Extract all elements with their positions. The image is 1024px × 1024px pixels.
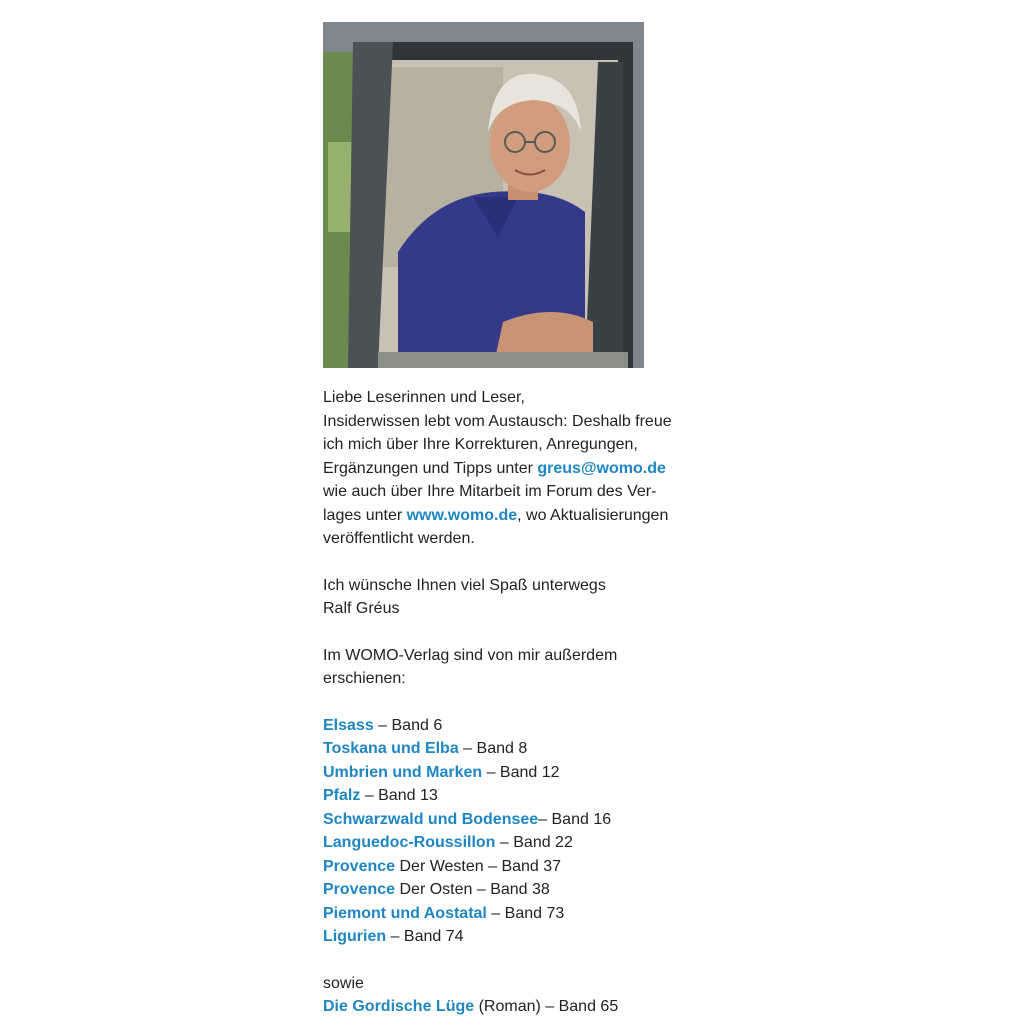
book-band: – Band 73	[486, 904, 565, 922]
publisher-intro: Im WOMO-Verlag sind von mir außerdem	[323, 646, 618, 664]
book-band: – Band 74	[386, 928, 464, 945]
book-title[interactable]: Toskana und Elba	[323, 740, 459, 757]
book-band: – Band 12	[482, 763, 560, 781]
letter-line: wie auch über Ihre Mitarbeit im Forum des Ver-	[323, 483, 657, 500]
letter-line: ich mich über Ihre Korrekturen, Anregungen,	[323, 436, 638, 453]
book-title[interactable]: Pfalz	[323, 787, 361, 804]
book-title[interactable]: Elsass	[323, 716, 374, 734]
letter-text: Ergänzungen und Tipps unter	[323, 459, 538, 477]
book-band: – Band 13	[360, 787, 438, 804]
book-item	[323, 808, 703, 832]
book-item	[323, 995, 703, 1019]
book-title[interactable]: Provence	[323, 881, 396, 898]
letter-line: Insiderwissen lebt vom Austausch: Deshalb freue	[323, 412, 672, 430]
book-band: – Band 6	[373, 716, 443, 734]
book-title[interactable]: Provence	[323, 857, 396, 875]
book-item	[323, 714, 703, 738]
publisher-intro: erschienen:	[323, 670, 406, 687]
book-band: – Band 16	[538, 810, 612, 828]
closing-wish: Ich wünsche Ihnen viel Spaß unterwegs	[323, 576, 606, 594]
letter-line	[323, 457, 703, 481]
book-item	[323, 902, 703, 926]
book-item	[323, 784, 703, 808]
book-item	[323, 925, 703, 949]
book-title[interactable]: Die Gordische Lüge	[323, 998, 475, 1015]
letter-text: , wo Aktualisierungen	[517, 506, 669, 524]
book-band: – Band 8	[458, 740, 528, 757]
text-column	[323, 386, 703, 1019]
book-band: Der Westen – Band 37	[395, 857, 562, 875]
book-item	[323, 761, 703, 785]
book-band: – Band 22	[495, 834, 573, 851]
book-title[interactable]: Umbrien und Marken	[323, 763, 483, 781]
book-band: Der Osten – Band 38	[395, 881, 550, 898]
book-band: (Roman) – Band 65	[474, 998, 619, 1015]
author-in-van-illustration	[323, 22, 644, 368]
letter-text: lages unter	[323, 506, 407, 524]
book-item	[323, 737, 703, 761]
book-title[interactable]: Ligurien	[323, 928, 387, 945]
book-item	[323, 831, 703, 855]
book-item	[323, 878, 703, 902]
email-link[interactable]: greus@womo.de	[537, 459, 666, 477]
also-label: sowie	[323, 974, 364, 992]
greeting-line: Liebe Leserinnen und Leser,	[323, 389, 525, 406]
letter-line	[323, 504, 703, 528]
book-title[interactable]: Piemont und Aostatal	[323, 904, 487, 922]
book-title[interactable]: Languedoc-Roussillon	[323, 834, 496, 851]
letter-line: veröffentlicht werden.	[323, 530, 475, 547]
book-title[interactable]: Schwarzwald und Bodensee	[323, 810, 539, 828]
book-item	[323, 855, 703, 879]
author-photo	[323, 22, 644, 368]
author-name: Ralf Gréus	[323, 600, 400, 617]
website-link[interactable]: www.womo.de	[406, 506, 518, 524]
